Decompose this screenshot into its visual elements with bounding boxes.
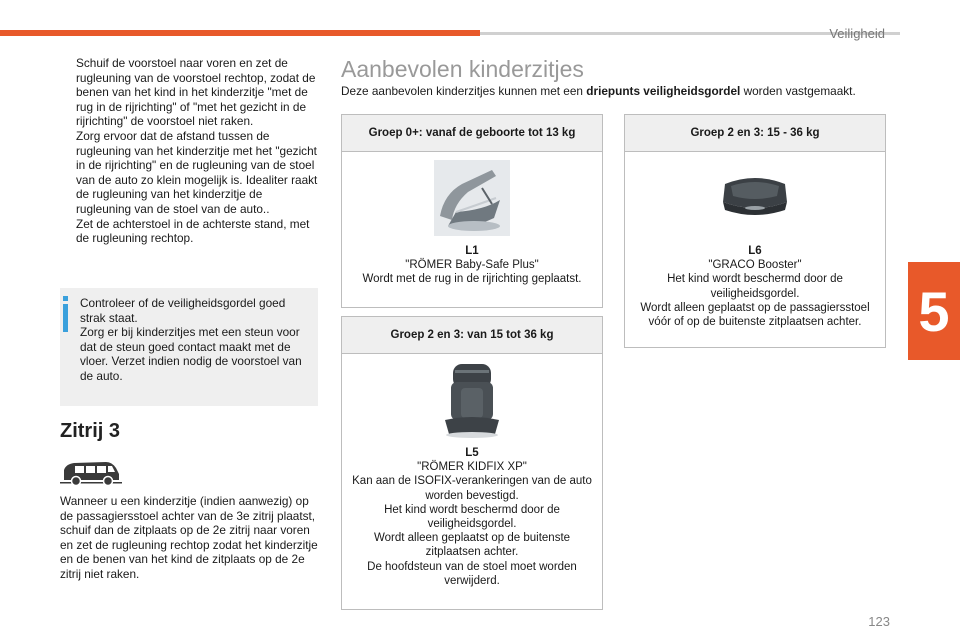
card-body: L5 "RÖMER KIDFIX XP" Kan aan de ISOFIX-verankeringen van de auto worden bevestigd. Het kind wordt beschermd door de veiligheidsgordel. Wordt alleen geplaatst op de buitenste zitplaatsen achter. De hoofdsteun van de stoel moet worden verwijderd.	[352, 447, 592, 587]
card-group: Groep 2 en 3: 15 - 36 kg	[625, 115, 885, 152]
page-number: 123	[868, 614, 890, 629]
intro-text: Deze aanbevolen kinderzitjes kunnen met een driepunts veiligheidsgordel worden vastgemaakt.	[341, 84, 856, 98]
page-title: Aanbevolen kinderzitjes	[341, 56, 584, 82]
info-text: Controleer of de veiligheidsgordel goed strak staat. Zorg er bij kinderzitjes met een steun voor dat de steun goed contact maakt met de vloer. Verzet indien nodig de voorstoel van de auto.	[80, 296, 302, 383]
card-body: L1 "RÖMER Baby-Safe Plus" Wordt met de rug in de rijrichting geplaatst.	[342, 244, 602, 287]
card-group: Groep 2 en 3: van 15 tot 36 kg	[342, 317, 602, 354]
zitrij-text: Wanneer u een kinderzitje (indien aanwezig) op de passagiersstoel achter van de 3e zitrij plaatst, schuif dan de zitplaats op de 2e zitrij naar voren en zet de rugleuning rechtop zodat het kinderzitje en de benen van het kind de zitplaats op de 2e zitrij niet raken.	[60, 494, 318, 581]
info-box	[60, 288, 318, 406]
left-column	[60, 56, 318, 246]
minivan-icon	[60, 458, 122, 488]
list-item: Zet de achterstoel in de achterste stand, met de rugleuning rechtop.	[76, 216, 310, 246]
seat-card-l1	[341, 114, 603, 308]
list-item: Schuif de voorstoel naar voren en zet de rugleuning van de voorstoel rechtop, zodat de benen van het kind in het kinderzitje "met de rug in de rijrichting" of "met het gezicht in de rijrichting" de voorstoel niet raken.	[76, 56, 316, 129]
infant-carrier-icon	[434, 160, 510, 236]
zitrij-heading: Zitrij 3	[60, 420, 121, 442]
seat-code: L1	[465, 245, 479, 257]
instruction-list	[60, 56, 318, 246]
chapter-tab[interactable]: 5	[908, 262, 960, 360]
booster-seat-highback-icon	[441, 362, 503, 438]
seat-code: L6	[748, 245, 762, 257]
header-accent-bar	[0, 30, 480, 36]
seat-card-l6	[624, 114, 886, 348]
list-item: Zorg ervoor dat de afstand tussen de rugleuning van het kinderzitje met het "gezicht in de rijrichting" en de rugleuning van de stoel van de auto zo klein mogelijk is. Idealiter raakt de rugleuning van het kinderzitje de rugleuning van de stoel van de auto..	[76, 128, 318, 216]
card-body: L6 "GRACO Booster" Het kind wordt beschermd door de veiligheidsgordel. Wordt alleen geplaatst op de passagiersstoel vóór of op de buitenste zitplaatsen achter.	[625, 244, 885, 329]
info-icon	[63, 296, 68, 332]
section-title: Veiligheid	[829, 26, 885, 41]
card-group: Groep 0+: vanaf de geboorte tot 13 kg	[342, 115, 602, 152]
seat-card-l5	[341, 316, 603, 610]
booster-cushion-icon	[717, 170, 793, 220]
seat-code: L5	[465, 447, 479, 459]
